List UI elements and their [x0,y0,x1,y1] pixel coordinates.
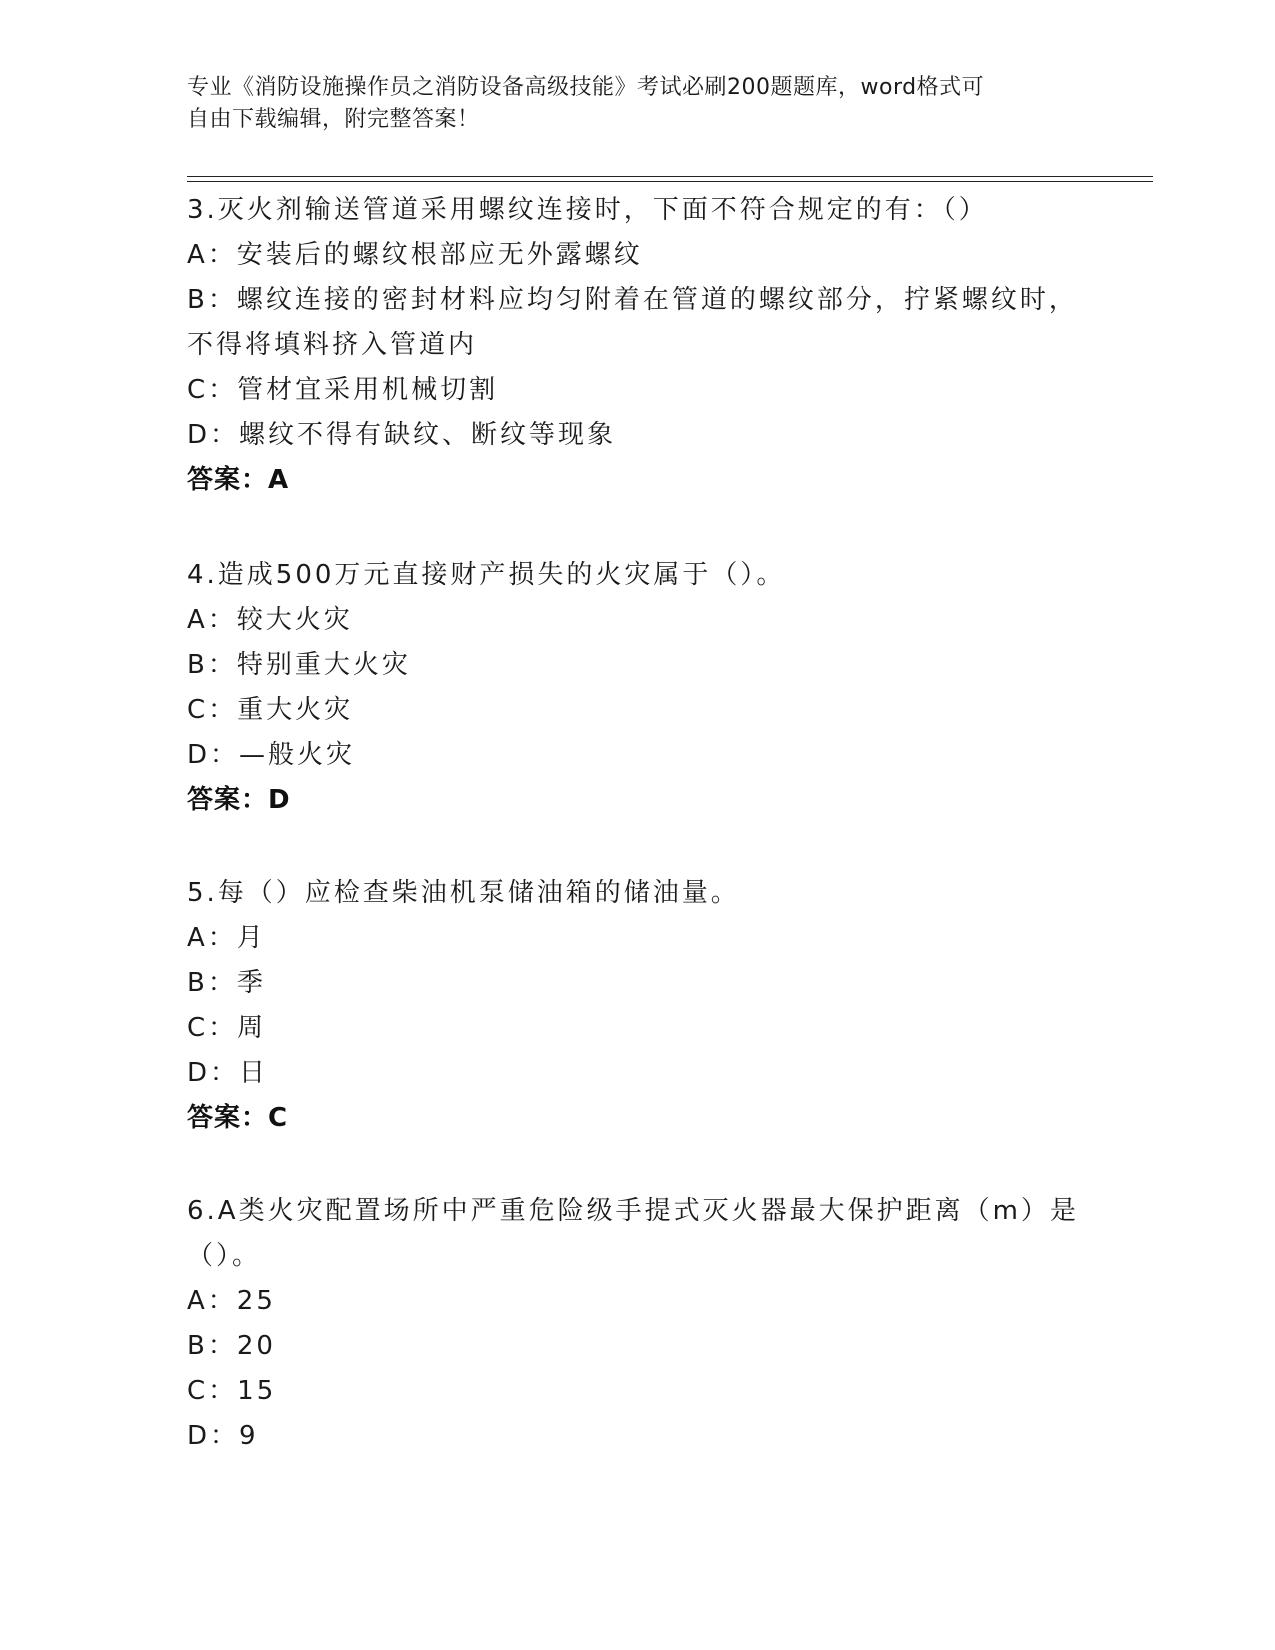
header-divider-top [187,176,1153,177]
header-line-1: 专业《消防设施操作员之消防设备高级技能》考试必刷200题题库，word格式可 [187,75,985,100]
option-d: D：—般火灾 [187,740,356,770]
option-b: B：季 [187,968,266,998]
document-header [187,72,1087,136]
option-a: A：25 [187,1286,276,1316]
option-b: B：20 [187,1331,276,1361]
question-3 [187,188,1087,503]
question-6 [187,1189,1087,1459]
question-4 [187,553,1087,823]
header-line-2: 自由下载编辑，附完整答案！ [187,107,480,132]
answer-label: 答案：A [187,465,290,495]
question-stem-continued: （）。 [187,1241,262,1271]
option-c: C：重大火灾 [187,695,354,725]
question-stem: 4.造成500万元直接财产损失的火灾属于（）。 [187,560,786,590]
option-d: D：螺纹不得有缺纹、断纹等现象 [187,420,617,450]
answer-label: 答案：C [187,1103,289,1133]
option-b: B：特别重大火灾 [187,650,411,680]
option-c: C：15 [187,1376,277,1406]
option-a: A：安装后的螺纹根部应无外露螺纹 [187,240,643,270]
option-b: B：螺纹连接的密封材料应均匀附着在管道的螺纹部分，拧紧螺纹时， [187,285,1078,315]
option-b-continued: 不得将填料挤入管道内 [187,330,478,360]
option-c: C：管材宜采用机械切割 [187,375,499,405]
option-d: D：日 [187,1058,269,1088]
question-stem: 5.每（）应检查柴油机泵储油箱的储油量。 [187,878,740,908]
option-d: D：9 [187,1421,259,1451]
header-divider-bottom [187,181,1153,182]
question-stem: 6.A类火灾配置场所中严重危险级手提式灭火器最大保护距离（m）是 [187,1196,1079,1226]
option-c: C：周 [187,1013,267,1043]
question-5 [187,871,1087,1141]
option-a: A：较大火灾 [187,605,353,635]
answer-label: 答案：D [187,785,291,815]
question-stem: 3.灭火剂输送管道采用螺纹连接时，下面不符合规定的有：（） [187,195,988,225]
option-a: A：月 [187,923,266,953]
